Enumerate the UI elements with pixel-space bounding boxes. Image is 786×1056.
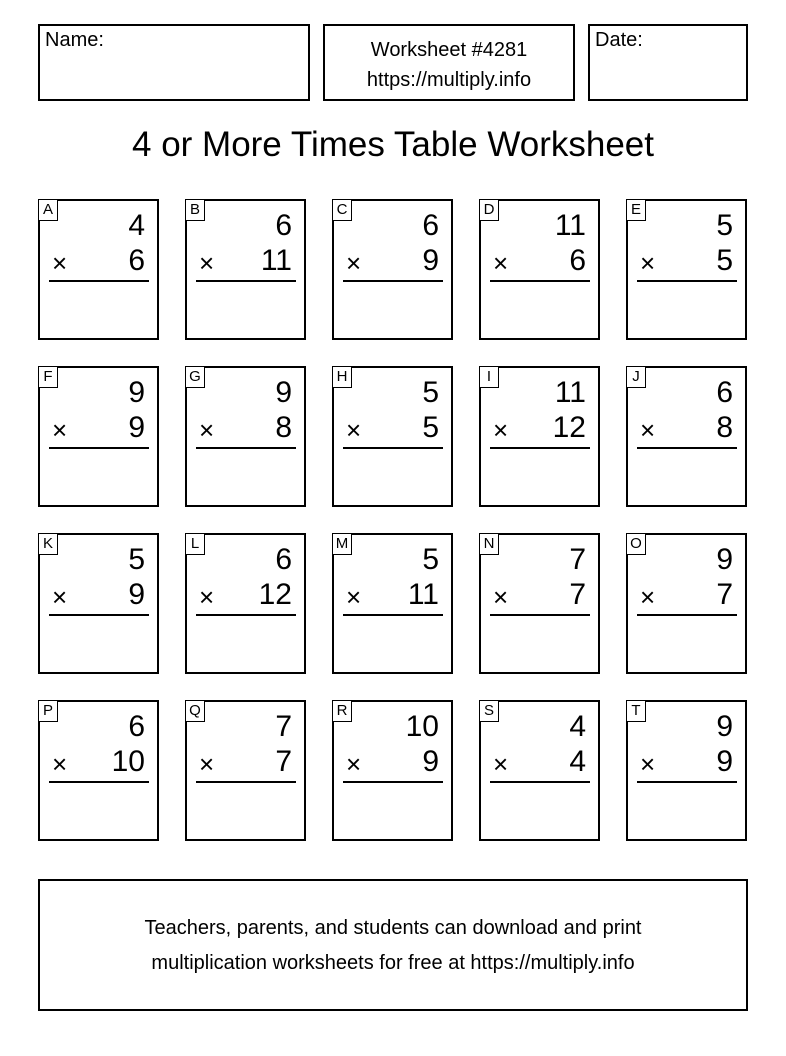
- multiplicand: 11: [554, 209, 586, 242]
- times-sign: ×: [199, 749, 215, 779]
- multiplier: 8: [716, 411, 733, 444]
- answer-line: [490, 280, 590, 282]
- problem-card[interactable]: [479, 366, 600, 507]
- problem-label: Q: [185, 700, 205, 722]
- answer-line: [637, 280, 737, 282]
- multiplier: 9: [128, 578, 145, 611]
- problem-label: S: [479, 700, 499, 722]
- times-sign: ×: [346, 582, 362, 612]
- times-sign: ×: [640, 749, 656, 779]
- multiplicand: 5: [716, 209, 733, 242]
- worksheet-info-box: [323, 24, 575, 101]
- problem-label: M: [332, 533, 352, 555]
- multiplier: 7: [275, 745, 292, 778]
- answer-line: [49, 447, 149, 449]
- times-sign: ×: [346, 248, 362, 278]
- problem-card[interactable]: [185, 366, 306, 507]
- problem-label: A: [38, 199, 58, 221]
- problem-label: N: [479, 533, 499, 555]
- multiplicand: 7: [569, 543, 586, 576]
- date-field[interactable]: [588, 24, 748, 101]
- multiplicand: 7: [275, 710, 292, 743]
- multiplicand: 6: [275, 543, 292, 576]
- problem-label: E: [626, 199, 646, 221]
- footer-line-1: Teachers, parents, and students can download and print: [144, 917, 642, 939]
- times-sign: ×: [52, 415, 68, 445]
- problem-card[interactable]: [479, 700, 600, 841]
- answer-line: [343, 781, 443, 783]
- multiplier: 9: [128, 411, 145, 444]
- problem-label: K: [38, 533, 58, 555]
- multiplier: 11: [407, 578, 439, 611]
- problem-card[interactable]: [332, 533, 453, 674]
- answer-line: [196, 280, 296, 282]
- problem-label: F: [38, 366, 58, 388]
- footer-note: [38, 879, 748, 1011]
- times-sign: ×: [493, 749, 509, 779]
- multiplier: 9: [716, 745, 733, 778]
- multiplier: 12: [552, 411, 586, 444]
- multiplier: 12: [258, 578, 292, 611]
- date-label: Date:: [595, 29, 643, 51]
- name-field[interactable]: [38, 24, 310, 101]
- problem-card[interactable]: [332, 700, 453, 841]
- problem-label: I: [479, 366, 499, 388]
- problem-card[interactable]: [479, 533, 600, 674]
- multiplicand: 6: [275, 209, 292, 242]
- times-sign: ×: [493, 582, 509, 612]
- multiplier: 8: [275, 411, 292, 444]
- problem-card[interactable]: [626, 533, 747, 674]
- problem-card[interactable]: [38, 366, 159, 507]
- answer-line: [637, 781, 737, 783]
- problem-label: B: [185, 199, 205, 221]
- problem-card[interactable]: [185, 199, 306, 340]
- problem-card[interactable]: [185, 533, 306, 674]
- problem-label: G: [185, 366, 205, 388]
- multiplicand: 4: [569, 710, 586, 743]
- problem-label: L: [185, 533, 205, 555]
- problem-label: T: [626, 700, 646, 722]
- problem-label: P: [38, 700, 58, 722]
- answer-line: [343, 447, 443, 449]
- times-sign: ×: [640, 415, 656, 445]
- answer-line: [49, 280, 149, 282]
- answer-line: [490, 781, 590, 783]
- multiplier: 6: [569, 244, 586, 277]
- worksheet-id: Worksheet #4281: [370, 39, 528, 61]
- times-sign: ×: [199, 415, 215, 445]
- times-sign: ×: [199, 248, 215, 278]
- multiplier: 6: [128, 244, 145, 277]
- multiplier: 7: [716, 578, 733, 611]
- problem-label: H: [332, 366, 352, 388]
- problem-card[interactable]: [332, 199, 453, 340]
- multiplier: 4: [569, 745, 586, 778]
- times-sign: ×: [346, 749, 362, 779]
- times-sign: ×: [640, 248, 656, 278]
- multiplicand: 9: [716, 543, 733, 576]
- problem-card[interactable]: [626, 199, 747, 340]
- times-sign: ×: [52, 582, 68, 612]
- problem-card[interactable]: [38, 533, 159, 674]
- times-sign: ×: [199, 582, 215, 612]
- answer-line: [196, 781, 296, 783]
- multiplier: 10: [111, 745, 145, 778]
- answer-line: [196, 614, 296, 616]
- problem-label: J: [626, 366, 646, 388]
- multiplicand: 5: [128, 543, 145, 576]
- multiplicand: 6: [422, 209, 439, 242]
- multiplicand: 9: [275, 376, 292, 409]
- answer-line: [49, 781, 149, 783]
- problem-label: C: [332, 199, 352, 221]
- answer-line: [196, 447, 296, 449]
- times-sign: ×: [493, 415, 509, 445]
- worksheet-url: https://multiply.info: [366, 69, 532, 91]
- problem-card[interactable]: [626, 700, 747, 841]
- multiplicand: 6: [716, 376, 733, 409]
- multiplicand: 11: [554, 376, 586, 409]
- times-sign: ×: [640, 582, 656, 612]
- multiplier: 5: [422, 411, 439, 444]
- multiplicand: 5: [422, 376, 439, 409]
- multiplier: 7: [569, 578, 586, 611]
- times-sign: ×: [52, 248, 68, 278]
- answer-line: [490, 447, 590, 449]
- multiplicand: 9: [716, 710, 733, 743]
- footer-line-2: multiplication worksheets for free at https://multiply.info: [151, 952, 635, 974]
- multiplicand: 6: [128, 710, 145, 743]
- multiplier: 9: [422, 745, 439, 778]
- problem-card[interactable]: [479, 199, 600, 340]
- answer-line: [343, 614, 443, 616]
- problem-label: O: [626, 533, 646, 555]
- answer-line: [637, 447, 737, 449]
- problem-card[interactable]: [332, 366, 453, 507]
- problem-card[interactable]: [38, 700, 159, 841]
- multiplier: 9: [422, 244, 439, 277]
- problem-label: D: [479, 199, 499, 221]
- answer-line: [637, 614, 737, 616]
- times-sign: ×: [52, 749, 68, 779]
- name-label: Name:: [45, 29, 104, 51]
- multiplicand: 10: [405, 710, 439, 743]
- answer-line: [343, 280, 443, 282]
- problem-card[interactable]: [626, 366, 747, 507]
- problem-label: R: [332, 700, 352, 722]
- multiplicand: 9: [128, 376, 145, 409]
- problem-card[interactable]: [38, 199, 159, 340]
- times-sign: ×: [346, 415, 362, 445]
- times-sign: ×: [493, 248, 509, 278]
- answer-line: [490, 614, 590, 616]
- answer-line: [49, 614, 149, 616]
- problem-card[interactable]: [185, 700, 306, 841]
- multiplier: 5: [716, 244, 733, 277]
- worksheet-title: 4 or More Times Table Worksheet: [132, 125, 654, 164]
- multiplicand: 5: [422, 543, 439, 576]
- multiplicand: 4: [128, 209, 145, 242]
- multiplier: 11: [260, 244, 292, 277]
